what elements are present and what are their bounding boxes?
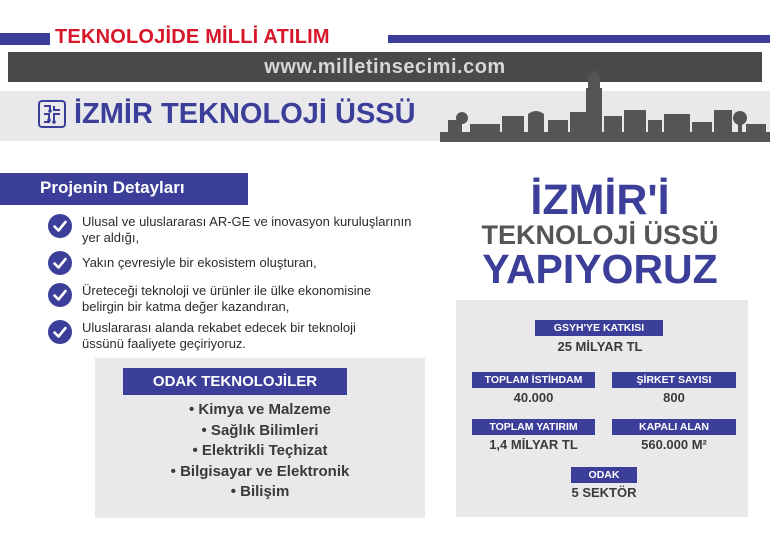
top-stripe-left xyxy=(0,33,50,45)
bullet-text xyxy=(82,283,462,315)
employment-value: 40.000 xyxy=(513,390,554,405)
bullet-line: yer aldığı, xyxy=(82,230,140,245)
list-item: • Sağlık Bilimleri xyxy=(201,421,319,439)
investment-value: 1,4 MİLYAR TL xyxy=(489,437,578,452)
list-item: • Kimya ve Malzeme xyxy=(189,401,331,418)
covered-area-label: KAPALI ALAN xyxy=(612,419,736,435)
top-title: TEKNOLOJİDE MİLLİ ATILIM xyxy=(55,26,330,48)
website-url[interactable]: www.milletinsecimi.com xyxy=(264,56,506,78)
gsyh-label: GSYH'YE KATKISI xyxy=(535,320,663,336)
circuit-chip-icon xyxy=(38,100,66,128)
check-icon xyxy=(48,214,72,238)
gsyh-value: 25 MİLYAR TL xyxy=(557,339,643,354)
bullet-line: Üreteceği teknoloji ve ürünler ile ülke ekonomisine xyxy=(82,283,372,298)
headline-line-1: İZMİR'İ xyxy=(530,176,670,224)
bullet-text xyxy=(82,255,462,271)
headline-line-3: YAPIYORUZ xyxy=(482,246,718,292)
investment-label: TOPLAM YATIRIM xyxy=(472,419,595,435)
top-stripe-right xyxy=(388,35,770,43)
company-count-label: ŞİRKET SAYISI xyxy=(612,372,736,388)
list-item: • Bilgisayar ve Elektronik xyxy=(170,462,350,480)
focus-sectors-label: ODAK xyxy=(571,467,637,483)
izmir-skyline-icon xyxy=(440,70,770,142)
focus-sectors-value: 5 SEKTÖR xyxy=(571,485,637,500)
check-icon xyxy=(48,251,72,275)
covered-area-value: 560.000 M² xyxy=(641,437,707,452)
details-section-title: Projenin Detayları xyxy=(40,178,185,197)
check-icon xyxy=(48,320,72,344)
details-section-label xyxy=(0,173,248,205)
employment-label: TOPLAM İSTİHDAM xyxy=(472,372,595,388)
bullet-line: belirgin bir katma değer kazandıran, xyxy=(82,299,290,314)
focus-technologies-title: ODAK TEKNOLOJİLER xyxy=(123,368,347,395)
bullet-line: Yakın çevresiyle bir ekosistem oluşturan, xyxy=(82,255,317,270)
bullet-line: Uluslararası alanda rekabet edecek bir teknoloji xyxy=(82,320,356,335)
headline-line-2: TEKNOLOJİ ÜSSÜ xyxy=(481,220,719,250)
list-item: • Bilişim xyxy=(230,483,290,500)
page-title: İZMİR TEKNOLOJİ ÜSSÜ xyxy=(74,98,416,130)
list-item: • Elektrikli Teçhizat xyxy=(192,442,328,459)
focus-technologies-list xyxy=(95,400,425,503)
check-icon xyxy=(48,283,72,307)
company-count-value: 800 xyxy=(663,390,685,405)
bullet-line: Ulusal ve uluslararası AR-GE ve inovasyon kuruluşlarının xyxy=(82,214,412,229)
bullet-text xyxy=(82,214,462,246)
bullet-text xyxy=(82,320,462,352)
bullet-line: üssünü faaliyete geçiriyoruz. xyxy=(82,336,247,351)
